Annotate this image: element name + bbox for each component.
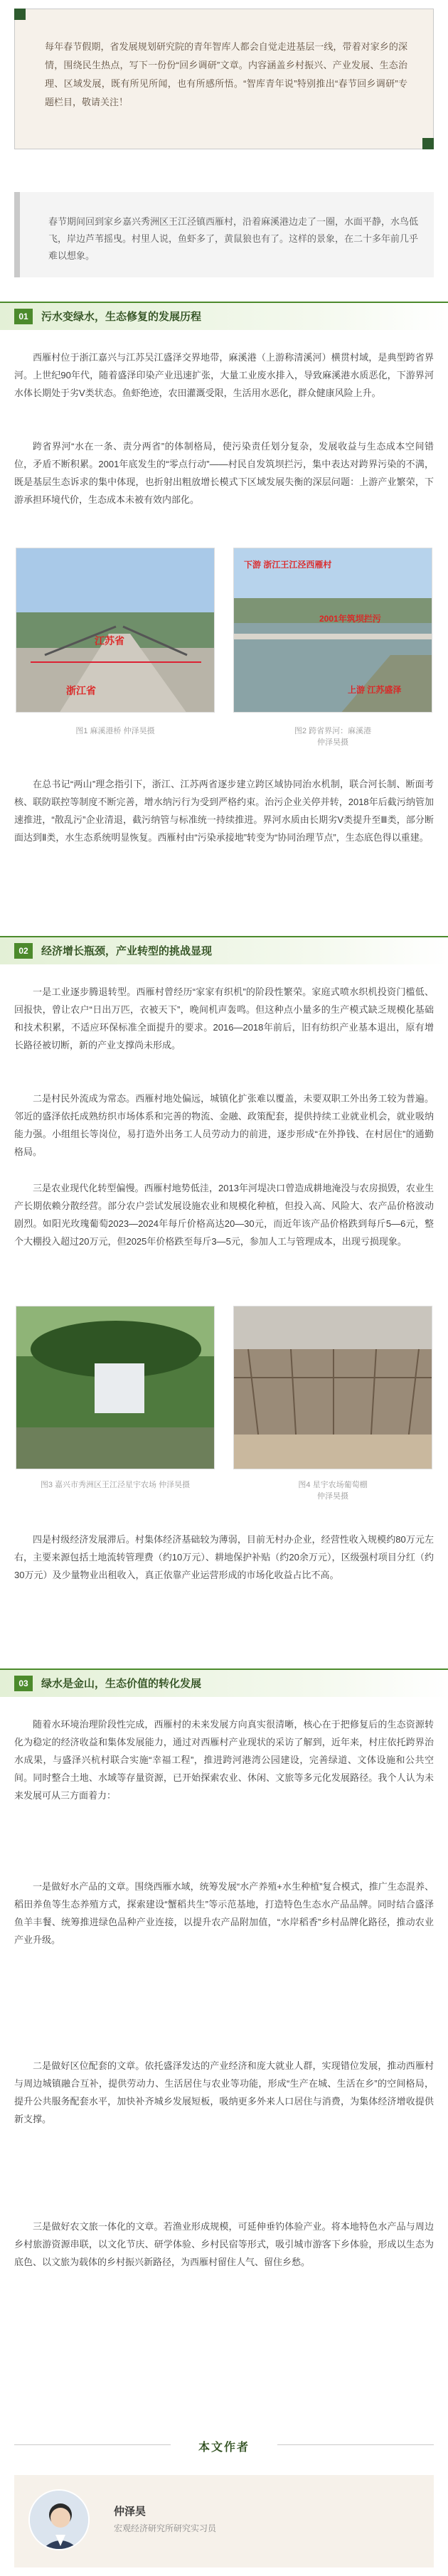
author-card (14, 2475, 434, 2567)
section-header (0, 936, 448, 964)
section-title: 污水变绿水，生态修复的发展历程 (41, 311, 202, 323)
quote-text: 春节期间回到家乡嘉兴秀洲区王江泾镇西雁村，沿着麻溪港边走了一圈，水面平静，水鸟低飞，岸边芦苇摇曳。村里人说，鱼虾多了，黄鼠狼也有了。这样的景象，在二十多年前几乎难以想象。 (48, 216, 419, 261)
corner-decoration (422, 138, 434, 149)
section-number: 01 (14, 309, 33, 324)
section-title: 经济增长瓶颈，产业转型的挑战显现 (41, 945, 213, 957)
figure-caption: 仲泽昊摄 (317, 1492, 348, 1501)
author-role: 宏观经济研究所研究实习员 (114, 2523, 217, 2533)
figure-caption: 图2 跨省界河：麻溪港 (294, 727, 372, 735)
paragraph: 跨省界河“水在一条、责分两省”的体制格局，使污染责任划分复杂，发展收益与生态成本空间错位，矛盾不断积累。2001年底发生的“零点行动”——村民自发筑坝拦污，集中表达对跨界污染的不满，既是基层生态诉求的集中体现，也折射出粗放增长模式下区域发展失衡的深层问题：上游产业繁荣，下游承担环境代价，生态成本未被有效内部化。 (14, 441, 434, 505)
quote-box (14, 192, 434, 277)
paragraph: 四是村级经济发展滞后。村集体经济基础较为薄弱，目前无村办企业，经营性收入规模约80万元左右，主要来源包括土地流转管理费（约10万元）、耕地保护补贴（约20余万元），区级强村项目分红（约30万元）及少量物业出租收入，真正依靠产业运营形成的市场化收益占比不高。 (14, 1534, 434, 1580)
corner-decoration (14, 9, 26, 20)
section-title: 绿水是金山，生态价值的转化发展 (41, 1678, 202, 1690)
author-heading-title: 本文作者 (198, 2442, 250, 2454)
photo-river (233, 548, 432, 713)
avatar (28, 2489, 90, 2550)
section-header (0, 302, 448, 330)
figure-caption: 图3 嘉兴市秀洲区王江泾星宇农场 仲泽昊摄 (40, 1481, 191, 1489)
paragraph: 西雁村位于浙江嘉兴与江苏吴江盛泽交界地带，麻溪港（上游称清溪河）横贯村域，是典型跨省界河。上世纪90年代，随着盛泽印染产业迅速扩张，大量工业废水排入，导致麻溪港水质恶化，下游界河水体长期处于劣V类状态。鱼虾绝迹，农田灌溉受限，生活用水恶化，群众健康风险上升。 (14, 352, 434, 398)
photo-bridge (16, 548, 215, 713)
figure-caption: 图1 麻溪港桥 仲泽昊摄 (75, 727, 155, 735)
photo-label: 江苏省 (95, 635, 124, 646)
paragraph: 二是做好区位配套的文章。依托盛泽发达的产业经济和庞大就业人群，实现错位发展，推动西雁村与周边城镇融合互补，提供劳动力、生活居住与农业等功能，形成“生产在城、生活在乡”的空间格局，提升公共服务配套水平，加快补齐城乡发展短板，吸纳更多外来人口居住与消费，为集体经济增收提供新支撑。 (14, 2060, 434, 2124)
intro-text: 每年春节假期，省发展规划研究院的青年智库人都会自觉走进基层一线，带着对家乡的深情，围绕民生热点，写下一份份“回乡调研”文章。内容涵盖乡村振兴、产业发展、生态治理、区域发展，既有所见所闻，也有所感所悟。“智库青年说”特别推出“春节回乡调研”专题栏目，敬请关注！ (45, 41, 407, 107)
section-number: 02 (14, 943, 33, 959)
paragraph: 在总书记“两山”理念指引下，浙江、江苏两省逐步建立跨区域协同治水机制，联合河长制、断面考核、联防联控等制度不断完善，增水纳污行为受到严格约束。治污企业关停并转，2018年后截污纳管加速推进，“散乱污”企业清退，截污纳管与标准统一持续推进。界河水质由长期劣V类提升至Ⅲ类，部分断面达到Ⅱ类，水生态系统明显恢复。西雁村由“污染承接地”转变为“协同治理节点”，生态底色得以重建。 (14, 779, 434, 843)
author-name: 仲泽昊 (114, 2506, 146, 2518)
photo-label: 上游 江苏盛泽 (348, 685, 402, 695)
paragraph: 随着水环境治理阶段性完成，西雁村的未来发展方向真实很清晰，核心在于把修复后的生态资源转化为稳定的经济收益和集体发展能力，通过对西雁村产业现状的采访了解到，近年来，村庄依托跨界治水成果，与盛泽兴杭村联合实施“幸福工程”，推进跨河港湾公园建设，完善绿道、文体设施和公共空间。同时整合土地、水域等存量资源，已开始探索农业、休闲、文旅等多元化发展路径。我个人认为未来发展可从三方面着力： (14, 1719, 434, 1801)
paragraph: 二是村民外流成为常态。西雁村地处偏远，城镇化扩张难以覆盖，未要双职工外出务工较为普遍。邻近的盛泽依托成熟纺织市场体系和完善的物流、金融、政策配套，提供持续工业就业机会，就业吸纳能力强。小组组长等岗位，易打造外出务工人员劳动力的前进，逐步形成“在外挣钱、在村居住”的通勤格局。 (14, 1093, 434, 1157)
section-number: 03 (14, 1676, 33, 1691)
photo-vineyard (233, 1306, 432, 1469)
figure-caption: 图4 星宇农场葡萄棚 (298, 1481, 368, 1489)
photo-farm (16, 1306, 215, 1469)
photo-label: 下游 浙江王江泾西雁村 (244, 560, 332, 570)
paragraph: 三是做好农文旅一体化的文章。若渔业形成规模，可延伸垂钓体验产业。将本地特色水产品与周边乡村旅游资源串联，以文化节庆、研学体验、乡村民宿等形式，吸引城市游客下乡体验，形成以生态为底色、以文旅为载体的乡村振兴新路径，为西雁村留住人气、留住乡愁。 (14, 2221, 434, 2267)
figure-caption: 仲泽昊摄 (317, 738, 348, 747)
photo-label: 2001年筑坝拦污 (319, 614, 381, 624)
paragraph: 一是工业逐步腾退转型。西雁村曾经历“家家有织机”的阶段性繁荣。家庭式喷水织机投资门槛低、回报快，曾让农户“日出万匹，衣被天下”，晚间机声轰鸣。但这种点小量多的生产模式缺乏规模化基础和技术积累，不适应环保标准全面提升的要求。2016—2018年前后，旧有纺织产业基本退出，原有增长路径被切断，新的产业支撑尚未形成。 (14, 986, 434, 1050)
paragraph: 一是做好水产品的文章。围绕西雁水域，统筹发展“水产养殖+水生种植”复合模式，推广生态混养、稻田养鱼等生态养殖方式，探索建设“蟹稻共生”等示范基地，打造特色生态水产品品牌。同时结合盛泽鱼羊丰餐、统筹推进绿色品种产业连接，以提升农产品附加值，“水岸稻香”乡村品牌化路径，推动农业产业升级。 (14, 1881, 434, 1945)
section-header (0, 1668, 448, 1697)
intro-box (14, 9, 434, 149)
paragraph: 三是农业现代化转型偏慢。西雁村地势低洼，2013年河堤决口曾造成耕地淹没与农房损毁，农业生产长期依赖分散经营。部分农户尝试发展设施农业和规模化种植，但投入高、风险大、农产品价格波动剧烈。如阳光玫瑰葡萄2023—2024年每斤价格高达20—30元，而近年该产品价格跌到每斤5—6元，整个大棚投入超过20万元，但2025年价格跌至每斤3—5元，参加人工与管理成本，出现亏损现象。 (14, 1183, 434, 1247)
photo-label: 浙江省 (66, 685, 96, 696)
author-heading (14, 2431, 434, 2459)
